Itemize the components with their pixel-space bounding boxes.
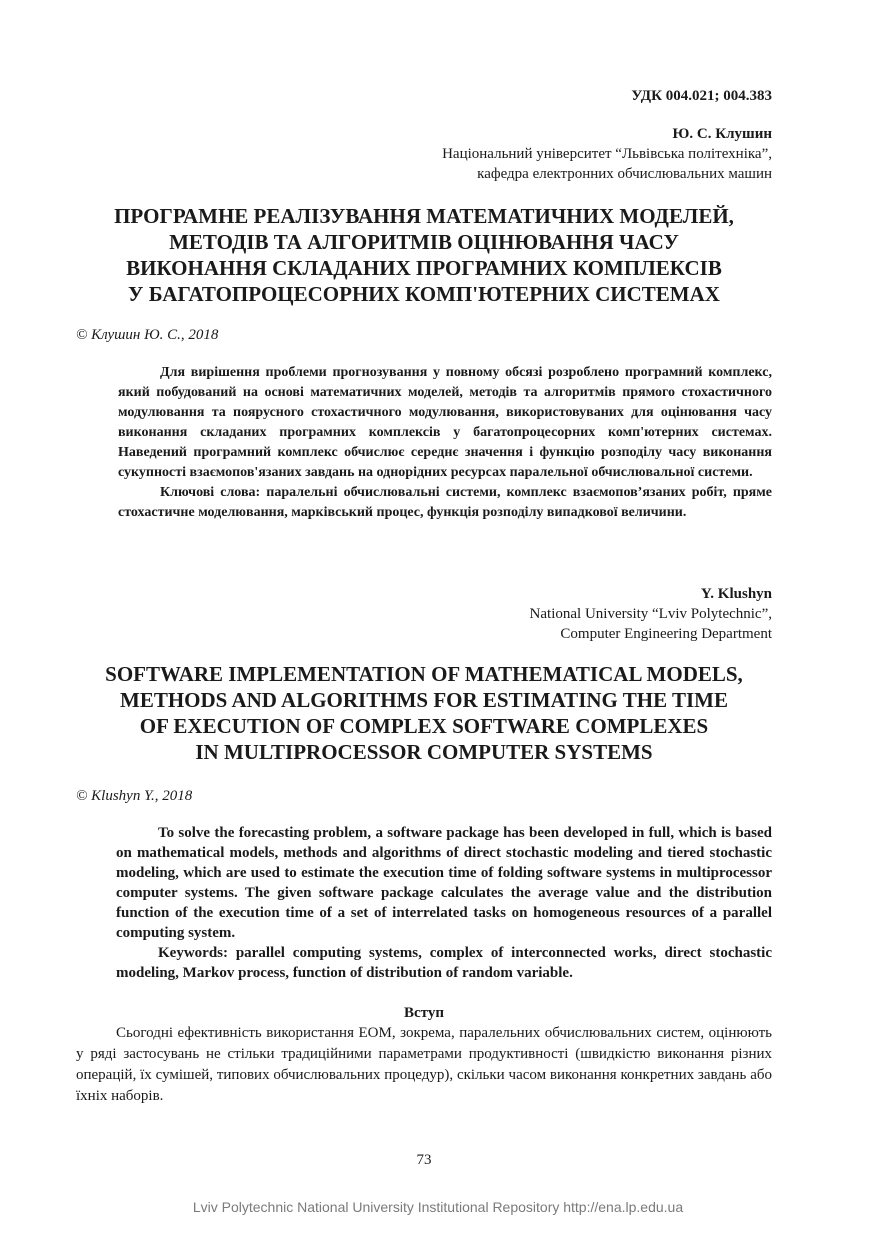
ua-keywords: Ключові слова: паралельні обчислювальні системи, комплекс взаємопов’язаних робіт, пряме стохастичне моделювання, марківський процес, функція розподілу випадкової величини. [118,485,772,520]
en-title-line: OF EXECUTION OF COMPLEX SOFTWARE COMPLEXES [139,714,709,738]
ua-abstract [118,363,772,523]
ua-title [76,203,772,307]
en-abstract [116,823,772,983]
ua-affiliation-line1: Національний університет “Львівська політехніка”, [442,146,772,162]
intro-paragraph: Сьогодні ефективність використання ЕОМ, зокрема, паралельних обчислювальних систем, оцінюють у ряді застосувань не стільки традиційними параметрами продуктивності (швидкістю виконання різних операцій, їх сумішей, типових обчислювальних процедур), скільки часом виконання конкретних завдань або їхніх наборів. [76,1025,772,1104]
ua-author-name: Ю. С. Клушин [672,126,772,142]
en-affiliation-line1: National University “Lviv Polytechnic”, [529,606,772,622]
ua-title-line: ВИКОНАННЯ СКЛАДАНИХ ПРОГРАМНИХ КОМПЛЕКСІВ [126,256,722,280]
intro-body [76,1023,772,1107]
udk-code: УДК 004.021; 004.383 [631,88,772,104]
ua-copyright: © Клушин Ю. С., 2018 [76,327,219,343]
en-title-line: IN MULTIPROCESSOR COMPUTER SYSTEMS [195,740,653,764]
ua-affiliation-line2: кафедра електронних обчислювальних машин [477,166,772,182]
en-copyright: © Klushyn Y., 2018 [76,788,193,804]
en-title [76,661,772,765]
ua-abstract-text: Для вирішення проблеми прогнозування у повному обсязі розроблено програмний комплекс, який побудований на основі математичних моделей, методів та алгоритмів прямого стохастичного модулювання та поярусного стохастичного модулювання, використовуваних для оцінювання часу виконання складаних програмних комплексів у багатопроцесорних комп'ютерних системах. Наведений програмний комплекс обчислює середнє значення і функцію розподілу часу виконання сукупності взаємопов'язаних завдань на однорідних ресурсах паралельної обчислювальної системи. [118,365,772,480]
en-title-line: METHODS AND ALGORITHMS FOR ESTIMATING THE TIME [120,688,728,712]
ua-author-block [76,124,772,184]
en-author-name: Y. Klushyn [700,586,772,602]
repository-footer: Lviv Polytechnic National University Institutional Repository http://ena.lp.edu.ua [192,1199,684,1215]
en-affiliation-line2: Computer Engineering Department [560,626,772,642]
en-keywords: Keywords: parallel computing systems, complex of interconnected works, direct stochastic modeling, Markov process, function of distribution of random variable. [116,945,772,981]
ua-title-line: У БАГАТОПРОЦЕСОРНИХ КОМП'ЮТЕРНИХ СИСТЕМАХ [128,282,720,306]
en-abstract-text: To solve the forecasting problem, a software package has been developed in full, which is based on mathematical models, methods and algorithms of direct stochastic modeling and tiered stochastic modeling, which are used to estimate the execution time of folding software systems in multiprocessor computer systems. The given software package calculates the average value and the distribution function of the execution time of a set of interrelated tasks on homogeneous resources of a parallel computing system. [116,825,772,941]
en-title-line: SOFTWARE IMPLEMENTATION OF MATHEMATICAL MODELS, [105,662,743,686]
ua-title-line: МЕТОДІВ ТА АЛГОРИТМІВ ОЦІНЮВАННЯ ЧАСУ [169,230,679,254]
en-author-block [76,584,772,644]
intro-heading: Вступ [404,1005,444,1021]
ua-title-line: ПРОГРАМНЕ РЕАЛІЗУВАННЯ МАТЕМАТИЧНИХ МОДЕЛЕЙ, [114,204,734,228]
page-number: 73 [416,1152,432,1168]
